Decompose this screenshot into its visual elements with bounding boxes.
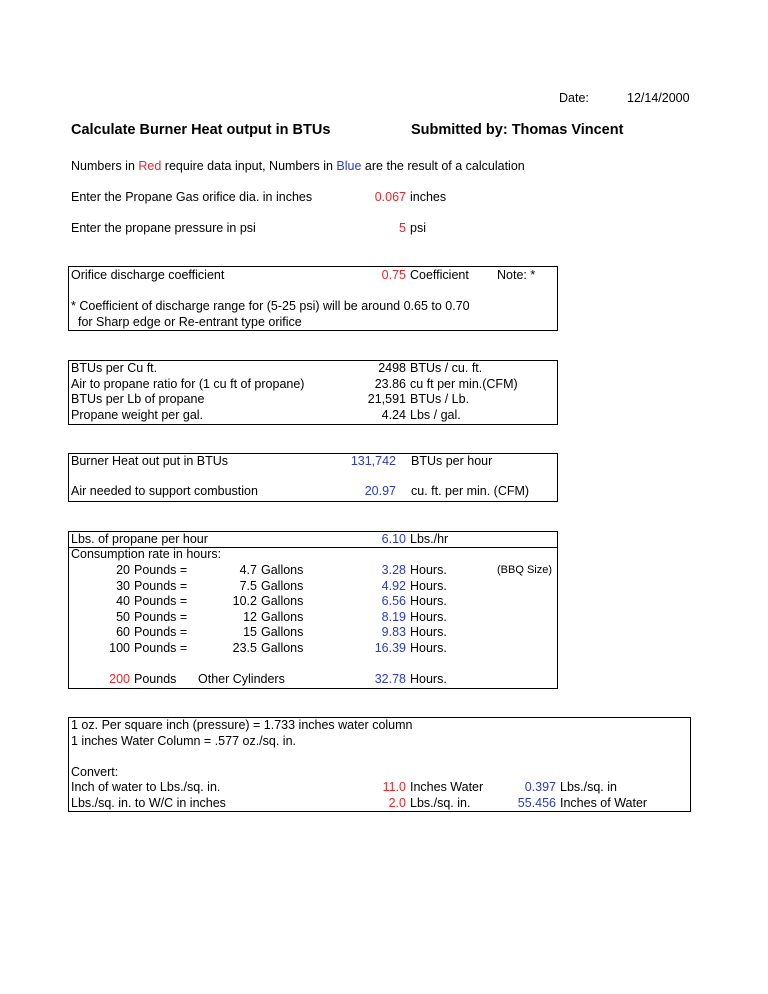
convert-row2-result: 55.456 xyxy=(517,796,556,810)
date-label: Date: xyxy=(559,91,589,105)
cylinder-pounds: 40 xyxy=(116,594,130,608)
pressure-unit: psi xyxy=(410,221,426,235)
cylinder-hours: 8.19 xyxy=(381,609,406,624)
cylinder-hours: 16.39 xyxy=(374,640,406,655)
submitted-by: Submitted by: Thomas Vincent xyxy=(411,122,624,138)
cylinder-hours: 9.83 xyxy=(381,625,406,639)
coefficient-unit: Coefficient xyxy=(410,268,469,282)
constant-label: Propane weight per gal. xyxy=(71,407,204,422)
cylinder-gallons-unit: Gallons xyxy=(261,640,304,655)
pressure-input[interactable]: 5 xyxy=(399,221,406,235)
cylinder-gallons: 23.5 xyxy=(232,640,257,655)
cylinder-gallons: 10.2 xyxy=(232,594,257,608)
air-needed-value: 20.97 xyxy=(364,484,396,498)
cylinder-hours: 6.56 xyxy=(381,594,406,608)
orifice-unit: inches xyxy=(410,190,447,204)
convert-row2-input[interactable]: 2.0 xyxy=(388,796,406,810)
air-needed-label: Air needed to support combustion xyxy=(71,484,258,498)
heat-output-label: Burner Heat out put in BTUs xyxy=(71,454,229,468)
orifice-input[interactable]: 0.067 xyxy=(374,190,406,204)
other-cylinders-label: Other Cylinders xyxy=(198,672,285,686)
color-legend xyxy=(71,159,525,174)
cylinder-pounds-unit: Pounds = xyxy=(134,625,188,639)
conversion-line2: 1 inches Water Column = .577 oz./sq. in. xyxy=(71,734,296,748)
cylinder-gallons-unit: Gallons xyxy=(261,625,304,639)
coefficient-input[interactable]: 0.75 xyxy=(381,268,406,282)
page-title: Calculate Burner Heat output in BTUs xyxy=(71,122,331,138)
cylinder-pounds-unit: Pounds = xyxy=(134,578,188,593)
cylinder-pounds: 20 xyxy=(116,563,130,577)
convert-row1-input[interactable]: 11.0 xyxy=(382,780,406,794)
coefficient-label: Orifice discharge coefficient xyxy=(71,268,225,282)
cylinder-pounds: 100 xyxy=(109,640,130,655)
other-pounds-unit: Pounds xyxy=(134,672,177,686)
cylinder-pounds-unit: Pounds = xyxy=(134,563,188,577)
cylinder-hours-unit: Hours. xyxy=(410,625,447,639)
legend-red-word: Red xyxy=(138,159,162,173)
cylinder-hours-unit: Hours. xyxy=(410,578,447,593)
lbs-per-hour-value: 6.10 xyxy=(381,532,406,546)
constant-value: 4.24 xyxy=(381,407,406,422)
orifice-label: Enter the Propane Gas orifice dia. in inches xyxy=(71,190,313,204)
cylinder-note: (BBQ Size) xyxy=(497,564,553,576)
legend-text: are the result of a calculation xyxy=(361,159,525,173)
consumption-rate-label: Consumption rate in hours: xyxy=(71,547,222,561)
legend-blue-word: Blue xyxy=(336,159,362,173)
cylinder-gallons: 4.7 xyxy=(239,563,257,577)
cylinder-gallons-unit: Gallons xyxy=(261,609,304,624)
constant-unit: Lbs / gal. xyxy=(410,407,461,422)
cylinder-pounds: 50 xyxy=(116,609,130,624)
constant-value: 23.86 xyxy=(374,376,406,391)
cylinder-hours-unit: Hours. xyxy=(410,640,447,655)
heat-output-value: 131,742 xyxy=(350,454,396,468)
cylinder-gallons-unit: Gallons xyxy=(261,578,304,593)
cylinder-gallons: 12 xyxy=(243,609,257,624)
constant-label: Air to propane ratio for (1 cu ft of propane) xyxy=(71,376,305,391)
cylinder-pounds: 30 xyxy=(116,578,130,593)
constant-unit: BTUs / cu. ft. xyxy=(410,361,483,375)
lbs-per-hour-unit: Lbs./hr xyxy=(410,532,449,546)
legend-text: Numbers in xyxy=(71,159,139,173)
cylinder-gallons: 15 xyxy=(243,625,257,639)
coefficient-note-ref: Note: * xyxy=(497,268,536,282)
cylinder-pounds-unit: Pounds = xyxy=(134,594,188,608)
date-value: 12/14/2000 xyxy=(627,91,690,105)
convert-row2-label: Lbs./sq. in. to W/C in inches xyxy=(71,796,226,810)
lbs-per-hour-label: Lbs. of propane per hour xyxy=(71,532,208,546)
constant-unit: cu ft per min.(CFM) xyxy=(410,376,518,391)
convert-row1-result: 0.397 xyxy=(524,780,556,794)
convert-label: Convert: xyxy=(71,765,119,779)
convert-row1-input-unit: Inches Water xyxy=(410,780,484,794)
constant-value: 21,591 xyxy=(367,392,406,406)
other-hours-value: 32.78 xyxy=(374,672,406,686)
coefficient-note-line1: * Coefficient of discharge range for (5-25 psi) will be around 0.65 to 0.70 xyxy=(71,299,470,313)
cylinder-hours-unit: Hours. xyxy=(410,594,447,608)
cylinder-pounds-unit: Pounds = xyxy=(134,609,188,624)
air-needed-unit: cu. ft. per min. (CFM) xyxy=(411,484,530,498)
constant-unit: BTUs / Lb. xyxy=(410,392,470,406)
convert-row1-label: Inch of water to Lbs./sq. in. xyxy=(71,780,221,794)
cylinder-gallons-unit: Gallons xyxy=(261,563,304,577)
cylinder-hours-unit: Hours. xyxy=(410,563,447,577)
constant-label: BTUs per Lb of propane xyxy=(71,392,205,406)
other-pounds-input[interactable]: 200 xyxy=(109,672,130,686)
cylinder-pounds-unit: Pounds = xyxy=(134,640,188,655)
coefficient-note-line2: for Sharp edge or Re-entrant type orifice xyxy=(78,315,302,329)
convert-row2-input-unit: Lbs./sq. in. xyxy=(410,796,471,810)
legend-text: require data input, Numbers in xyxy=(161,159,337,173)
cylinder-gallons: 7.5 xyxy=(239,578,257,593)
cylinder-pounds: 60 xyxy=(116,625,130,639)
cylinder-hours: 3.28 xyxy=(381,563,406,577)
conversion-line1: 1 oz. Per square inch (pressure) = 1.733 inches water column xyxy=(71,718,413,732)
constant-value: 2498 xyxy=(378,361,406,375)
cylinder-hours: 4.92 xyxy=(381,578,406,593)
convert-row2-result-unit: Inches of Water xyxy=(560,796,648,810)
cylinder-gallons-unit: Gallons xyxy=(261,594,304,608)
cylinder-hours-unit: Hours. xyxy=(410,609,447,624)
heat-output-unit: BTUs per hour xyxy=(411,454,493,468)
constant-label: BTUs per Cu ft. xyxy=(71,361,158,375)
convert-row1-result-unit: Lbs./sq. in xyxy=(560,780,617,794)
other-hours-unit: Hours. xyxy=(410,672,447,686)
pressure-label: Enter the propane pressure in psi xyxy=(71,221,256,235)
